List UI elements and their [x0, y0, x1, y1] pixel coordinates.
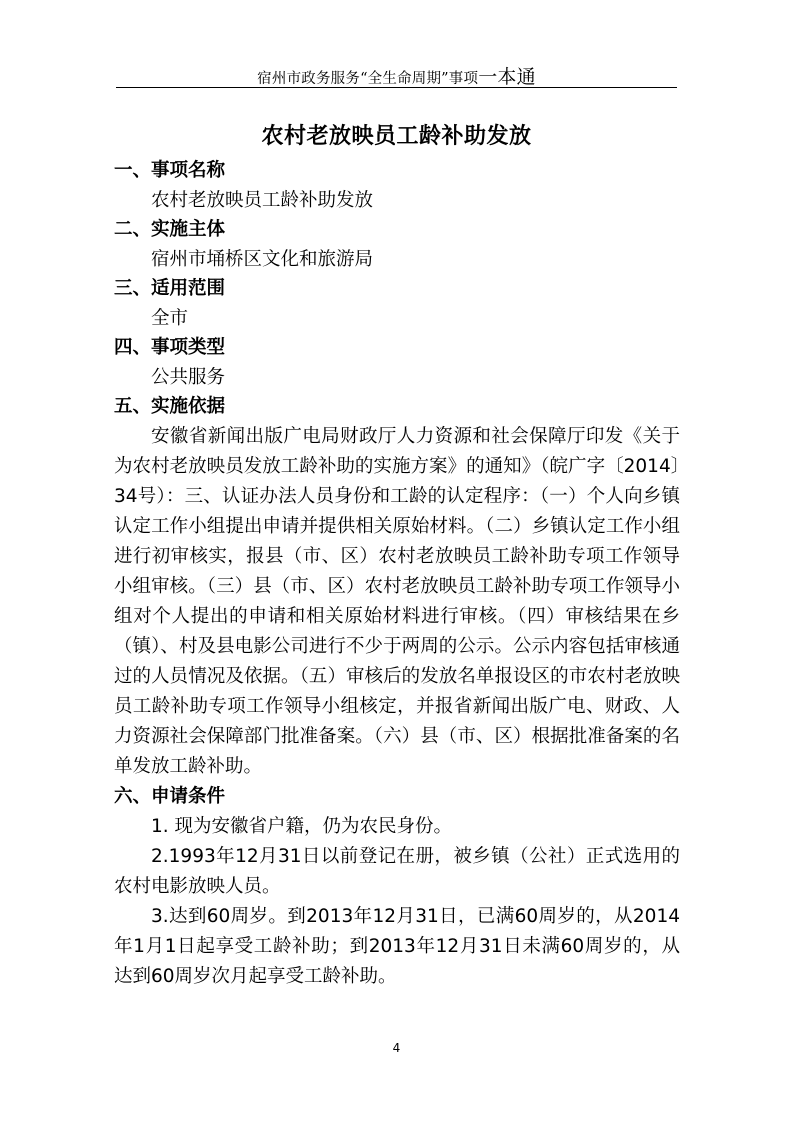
document-body	[114, 156, 680, 992]
section-heading-type: 四、事项类型	[114, 337, 226, 358]
item-name-value: 农村老放映员工龄补助发放	[151, 190, 374, 211]
scope-value: 全市	[151, 308, 189, 329]
section-heading-item-name: 一、事项名称	[114, 160, 226, 181]
condition-item: 3.达到60周岁。到2013年12月31日，已满60周岁的，从2014年1月1日起享受工龄补助；到2013年12月31日未满60周岁的，从达到60周岁次月起享受工龄补助。	[114, 906, 680, 987]
header-rule	[116, 87, 677, 88]
running-header	[0, 62, 793, 89]
basis-paragraph: 安徽省新闻出版广电局财政厅人力资源和社会保障厅印发《关于为农村老放映员发放工龄补助的实施方案》的通知》（皖广字〔2014〕34号）：三、认证办法人员身份和工龄的认定程序：（一）个人向乡镇认定工作小组提出申请并提供相关原始材料。（二）乡镇认定工作小组进行初审核实，报县（市、区）农村老放映员工龄补助专项工作领导小组审核。（三）县（市、区）农村老放映员工龄补助专项工作领导小组对个人提出的申请和相关原始材料进行审核。（四）审核结果在乡（镇）、村及县电影公司进行不少于两周的公示。公示内容包括审核通过的人员情况及依据。（五）审核后的发放名单报设区的市农村老放映员工龄补助专项工作领导小组核定，并报省新闻出版广电、财政、人力资源社会保障部门批准备案。（六）县（市、区）根据批准备案的名单发放工龄补助。	[114, 426, 680, 777]
implementer-value: 宿州市埇桥区文化和旅游局	[151, 249, 374, 270]
section-heading-conditions: 六、申请条件	[114, 786, 226, 807]
section-heading-implementer: 二、实施主体	[114, 219, 226, 240]
condition-item: 2.1993年12月31日以前登记在册，被乡镇（公社）正式选用的农村电影放映人员。	[114, 846, 680, 897]
section-heading-scope: 三、适用范围	[114, 278, 226, 299]
type-value: 公共服务	[151, 367, 226, 388]
document-title: 农村老放映员工龄补助发放	[261, 124, 532, 149]
condition-item: 1. 现为安徽省户籍，仍为农民身份。	[151, 816, 453, 837]
running-header-suffix: 一本通	[478, 66, 536, 88]
running-header-prefix: 宿州市政务服务“全生命周期”事项	[257, 71, 479, 87]
section-heading-basis: 五、实施依据	[114, 396, 226, 417]
page-number: 4	[392, 1041, 401, 1055]
